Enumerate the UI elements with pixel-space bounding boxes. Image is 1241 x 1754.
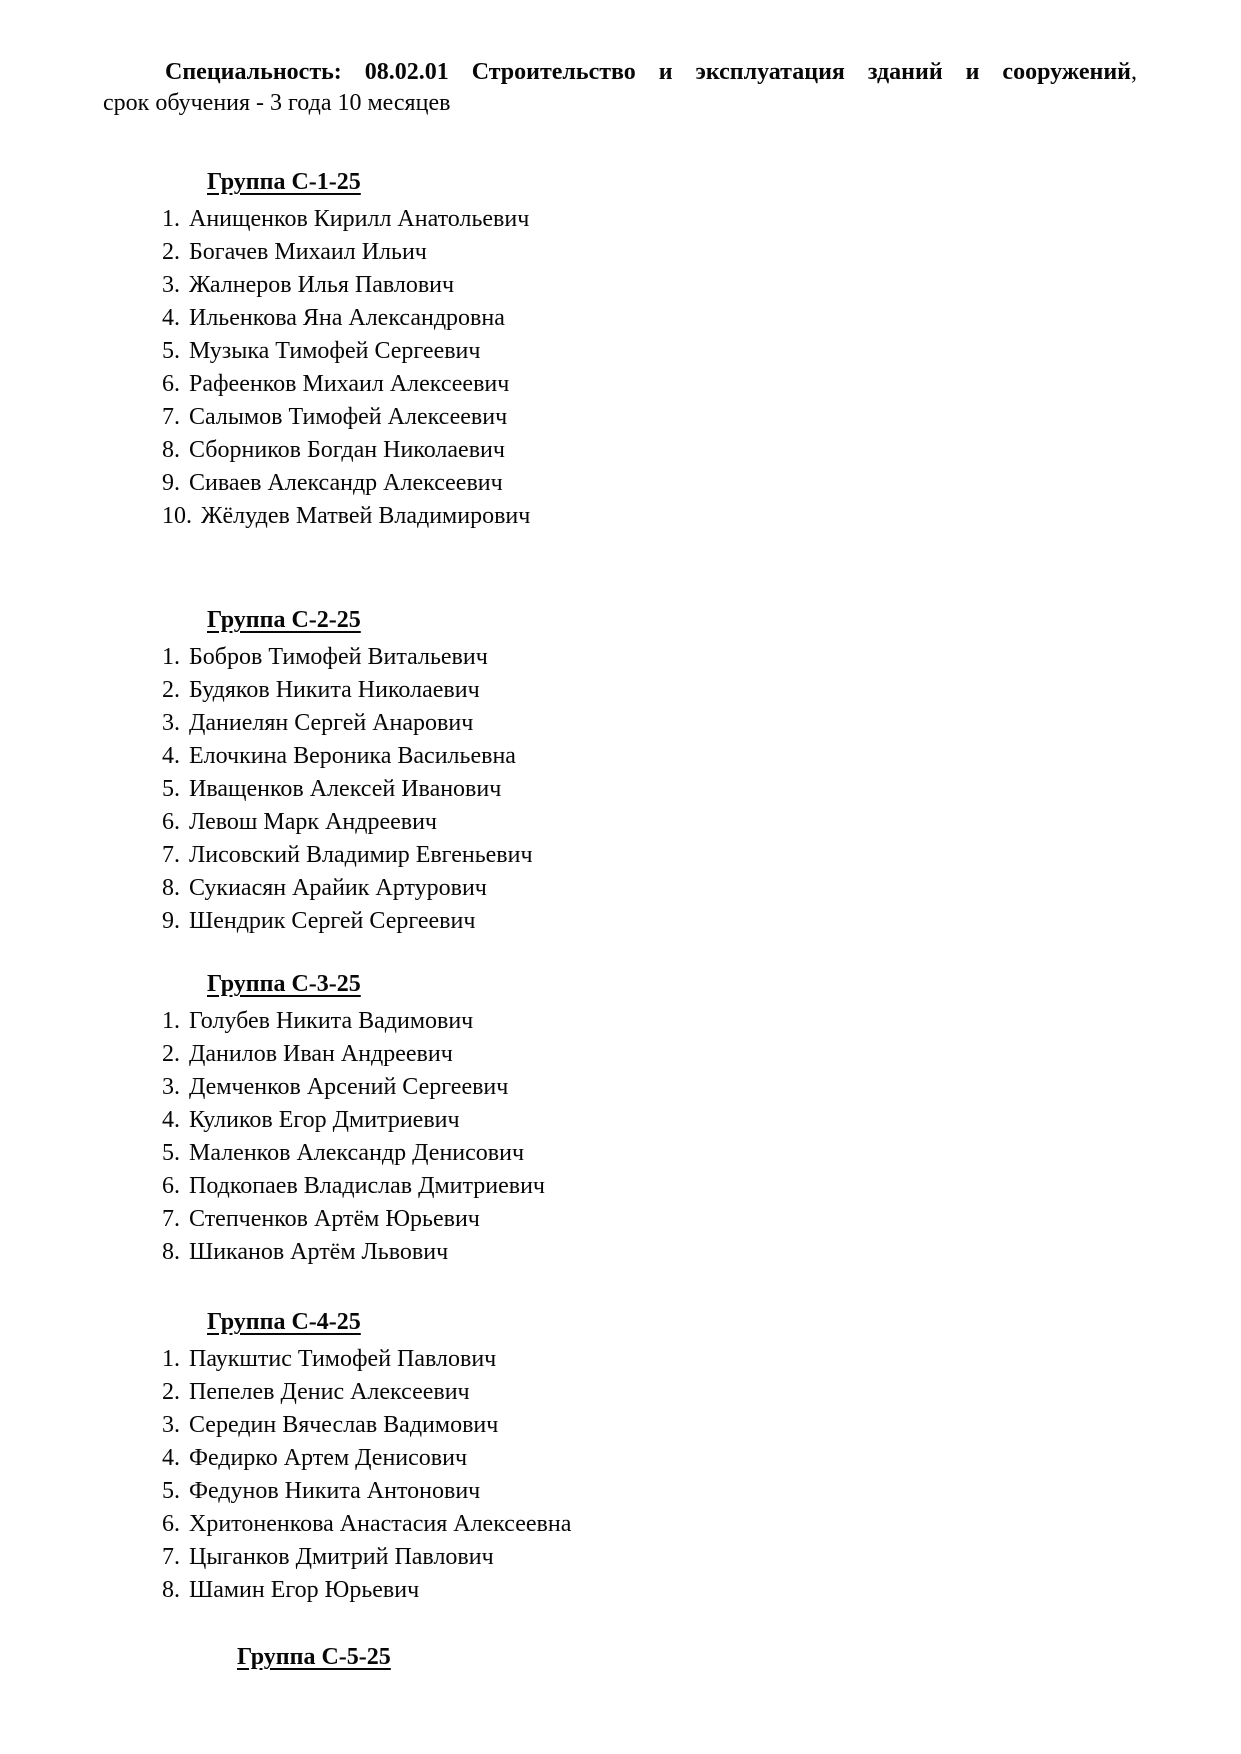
student-line: [162, 335, 1137, 368]
student-number: 6.: [162, 809, 180, 835]
document-title: [103, 57, 1137, 119]
student-number: 5.: [162, 1140, 180, 1166]
student-name: Рафеенков Михаил Алексеевич: [189, 371, 510, 397]
student-number: 2.: [162, 239, 180, 265]
student-line: [162, 806, 1137, 839]
student-name: Иващенков Алексей Иванович: [189, 776, 502, 802]
student-line: [162, 1071, 1137, 1104]
group-header: [207, 1306, 1137, 1339]
student-number: 7.: [162, 842, 180, 868]
student-line: [162, 1203, 1137, 1236]
student-name: Паукштис Тимофей Павлович: [189, 1346, 497, 1372]
student-name: Федунов Никита Антонович: [189, 1478, 481, 1504]
student-line: [162, 1508, 1137, 1541]
student-name: Федирко Артем Денисович: [189, 1445, 468, 1471]
student-name: Музыка Тимофей Сергеевич: [189, 338, 481, 364]
student-name: Салымов Тимофей Алексеевич: [189, 404, 508, 430]
student-line: [162, 1038, 1137, 1071]
student-name: Жёлудев Матвей Владимирович: [201, 503, 531, 529]
student-line: [162, 269, 1137, 302]
student-line: [162, 401, 1137, 434]
student-line: [162, 1236, 1137, 1269]
student-number: 3.: [162, 710, 180, 736]
student-number: 1.: [162, 206, 180, 232]
student-number: 6.: [162, 1511, 180, 1537]
student-line: [162, 872, 1137, 905]
student-line: [162, 1541, 1137, 1574]
group-section: [103, 1641, 1137, 1674]
group-title: Группа С-5-25: [237, 1644, 391, 1670]
student-line: [162, 1442, 1137, 1475]
student-name: Лисовский Владимир Евгеньевич: [189, 842, 533, 868]
student-name: Анищенков Кирилл Анатольевич: [189, 206, 530, 232]
student-name: Будяков Никита Николаевич: [189, 677, 480, 703]
student-line: [162, 641, 1137, 674]
student-line: [162, 203, 1137, 236]
group-title: Группа С-4-25: [207, 1309, 361, 1335]
group-header: [237, 1641, 1137, 1674]
student-number: 8.: [162, 437, 180, 463]
student-number: 2.: [162, 677, 180, 703]
student-line: [162, 674, 1137, 707]
student-number: 8.: [162, 1239, 180, 1265]
student-number: 2.: [162, 1041, 180, 1067]
student-number: 5.: [162, 338, 180, 364]
groups-container: [103, 166, 1137, 1674]
student-number: 4.: [162, 1107, 180, 1133]
student-line: [162, 773, 1137, 806]
student-name: Бобров Тимофей Витальевич: [189, 644, 488, 670]
student-name: Сукиасян Арайик Артурович: [189, 875, 487, 901]
student-number: 4.: [162, 305, 180, 331]
student-number: 5.: [162, 1478, 180, 1504]
group-header: [207, 166, 1137, 199]
student-name: Богачев Михаил Ильич: [189, 239, 427, 265]
student-name: Демченков Арсений Сергеевич: [189, 1074, 509, 1100]
title-duration: , срок обучения - 3 года 10 месяцев: [103, 59, 1137, 116]
student-line: [162, 1137, 1137, 1170]
student-line: [162, 368, 1137, 401]
student-name: Жалнеров Илья Павлович: [189, 272, 455, 298]
student-number: 7.: [162, 404, 180, 430]
student-number: 7.: [162, 1544, 180, 1570]
student-list: [103, 1005, 1137, 1269]
student-number: 6.: [162, 371, 180, 397]
student-name: Шамин Егор Юрьевич: [189, 1577, 420, 1603]
student-line: [162, 302, 1137, 335]
group-header: [207, 604, 1137, 637]
student-number: 1.: [162, 1346, 180, 1372]
student-name: Ильенкова Яна Александровна: [189, 305, 505, 331]
student-number: 1.: [162, 1008, 180, 1034]
student-line: [162, 839, 1137, 872]
group-section: [103, 166, 1137, 533]
student-name: Сборников Богдан Николаевич: [189, 437, 505, 463]
group-section: [103, 1306, 1137, 1607]
student-list: [103, 1343, 1137, 1607]
student-number: 5.: [162, 776, 180, 802]
student-number: 10.: [162, 503, 192, 529]
student-number: 7.: [162, 1206, 180, 1232]
group-title: Группа С-3-25: [207, 971, 361, 997]
student-name: Хритоненкова Анастасия Алексеевна: [189, 1511, 572, 1537]
student-line: [162, 1104, 1137, 1137]
student-line: [162, 1574, 1137, 1607]
group-header: [207, 968, 1137, 1001]
student-number: 4.: [162, 1445, 180, 1471]
student-name: Елочкина Вероника Васильевна: [189, 743, 516, 769]
student-name: Цыганков Дмитрий Павлович: [189, 1544, 494, 1570]
student-number: 8.: [162, 875, 180, 901]
student-line: [162, 1475, 1137, 1508]
group-title: Группа С-2-25: [207, 607, 361, 633]
student-list: [103, 641, 1137, 938]
student-line: [162, 500, 1137, 533]
group-section: [103, 968, 1137, 1269]
student-line: [162, 1376, 1137, 1409]
student-number: 8.: [162, 1577, 180, 1603]
student-name: Сиваев Александр Алексеевич: [189, 470, 503, 496]
group-title: Группа С-1-25: [207, 169, 361, 195]
student-name: Пепелев Денис Алексеевич: [189, 1379, 470, 1405]
student-name: Середин Вячеслав Вадимович: [189, 1412, 499, 1438]
student-number: 4.: [162, 743, 180, 769]
student-line: [162, 1409, 1137, 1442]
student-line: [162, 1170, 1137, 1203]
student-name: Подкопаев Владислав Дмитриевич: [189, 1173, 546, 1199]
student-number: 3.: [162, 1074, 180, 1100]
student-number: 9.: [162, 908, 180, 934]
student-line: [162, 1343, 1137, 1376]
student-name: Куликов Егор Дмитриевич: [189, 1107, 460, 1133]
student-line: [162, 1005, 1137, 1038]
student-name: Левош Марк Андреевич: [189, 809, 438, 835]
student-line: [162, 707, 1137, 740]
student-number: 2.: [162, 1379, 180, 1405]
student-number: 1.: [162, 644, 180, 670]
student-name: Степченков Артём Юрьевич: [189, 1206, 480, 1232]
student-line: [162, 905, 1137, 938]
student-number: 3.: [162, 272, 180, 298]
student-name: Голубев Никита Вадимович: [189, 1008, 474, 1034]
student-line: [162, 236, 1137, 269]
student-line: [162, 740, 1137, 773]
student-list: [103, 203, 1137, 533]
student-number: 6.: [162, 1173, 180, 1199]
student-name: Даниелян Сергей Анарович: [189, 710, 474, 736]
student-name: Шиканов Артём Львович: [189, 1239, 449, 1265]
title-specialty-bold: Специальность: 08.02.01 Строительство и эксплуатация зданий и сооружений: [165, 59, 1131, 85]
student-line: [162, 434, 1137, 467]
student-line: [162, 467, 1137, 500]
student-name: Данилов Иван Андреевич: [189, 1041, 453, 1067]
student-name: Шендрик Сергей Сергеевич: [189, 908, 476, 934]
student-name: Маленков Александр Денисович: [189, 1140, 525, 1166]
group-section: [103, 604, 1137, 938]
student-number: 3.: [162, 1412, 180, 1438]
student-number: 9.: [162, 470, 180, 496]
